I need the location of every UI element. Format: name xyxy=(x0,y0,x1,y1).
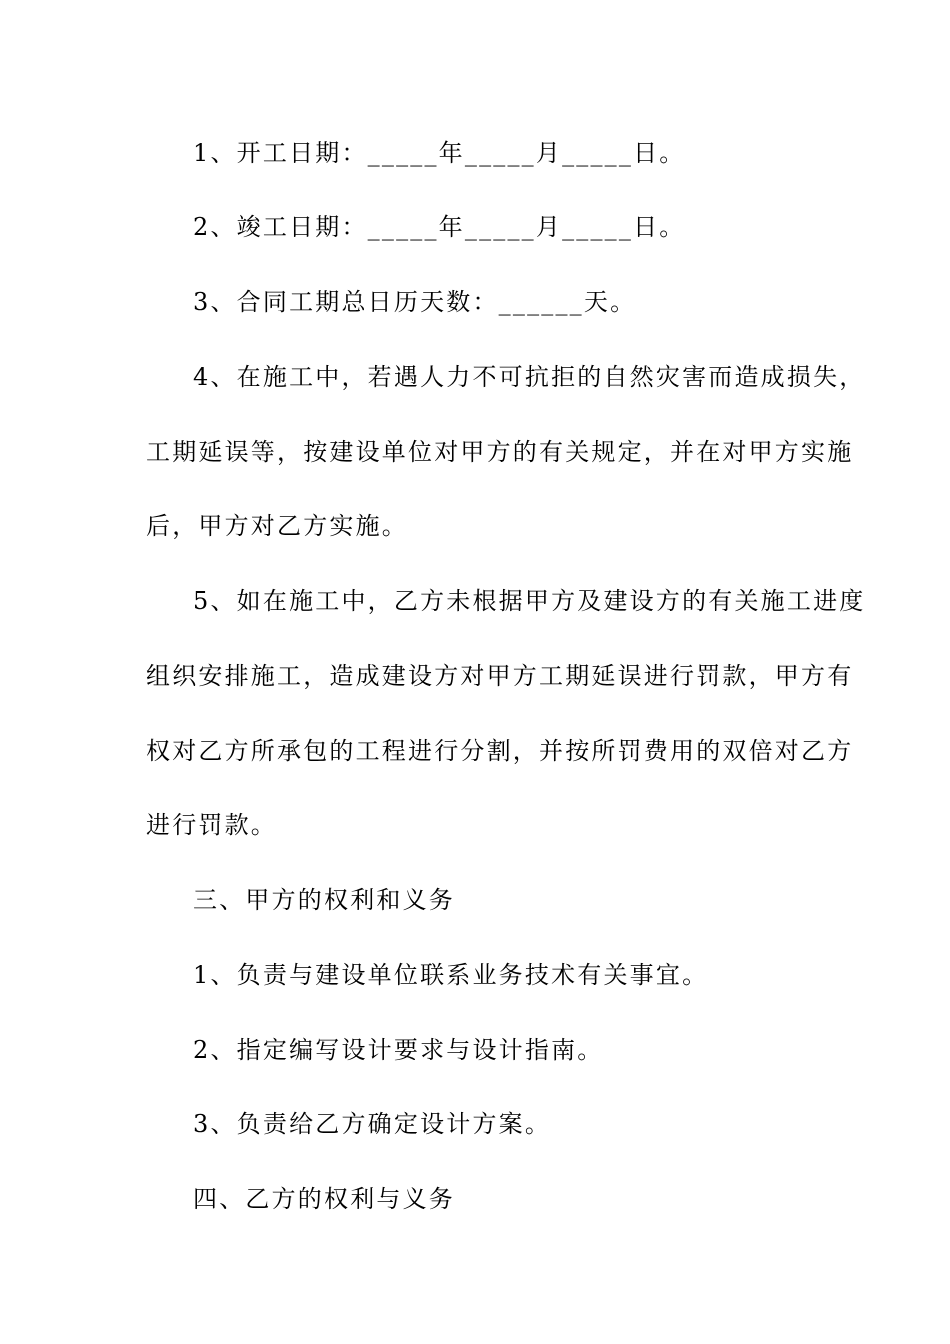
section-heading-party-a: 三、甲方的权利和义务 xyxy=(193,886,455,914)
clause-4-line-1: 4、在施工中，若遇人力不可抗拒的自然灾害而造成损失， xyxy=(193,363,866,391)
party-a-duty-1: 1、负责与建设单位联系业务技术有关事宜。 xyxy=(193,961,709,989)
start-date-line: 1、开工日期：_____年_____月_____日。 xyxy=(193,139,686,167)
clause-5-line-1: 5、如在施工中，乙方未根据甲方及建设方的有关施工进度 xyxy=(193,587,866,615)
contract-duration-line: 3、合同工期总日历天数：______天。 xyxy=(193,288,637,316)
clause-5-line-4: 进行罚款。 xyxy=(146,811,277,839)
clause-4-line-2: 工期延误等，按建设单位对甲方的有关规定，并在对甲方实施 xyxy=(146,438,854,466)
clause-5-line-3: 权对乙方所承包的工程进行分割，并按所罚费用的双倍对乙方 xyxy=(146,737,854,765)
clause-5-line-2: 组织安排施工，造成建设方对甲方工期延误进行罚款，甲方有 xyxy=(146,662,854,690)
clause-4-line-3: 后，甲方对乙方实施。 xyxy=(146,512,408,540)
party-a-duty-2: 2、指定编写设计要求与设计指南。 xyxy=(193,1036,604,1064)
completion-date-line: 2、竣工日期：_____年_____月_____日。 xyxy=(193,213,686,241)
section-heading-party-b: 四、乙方的权利与义务 xyxy=(193,1185,455,1213)
party-a-duty-3: 3、负责给乙方确定设计方案。 xyxy=(193,1110,552,1138)
